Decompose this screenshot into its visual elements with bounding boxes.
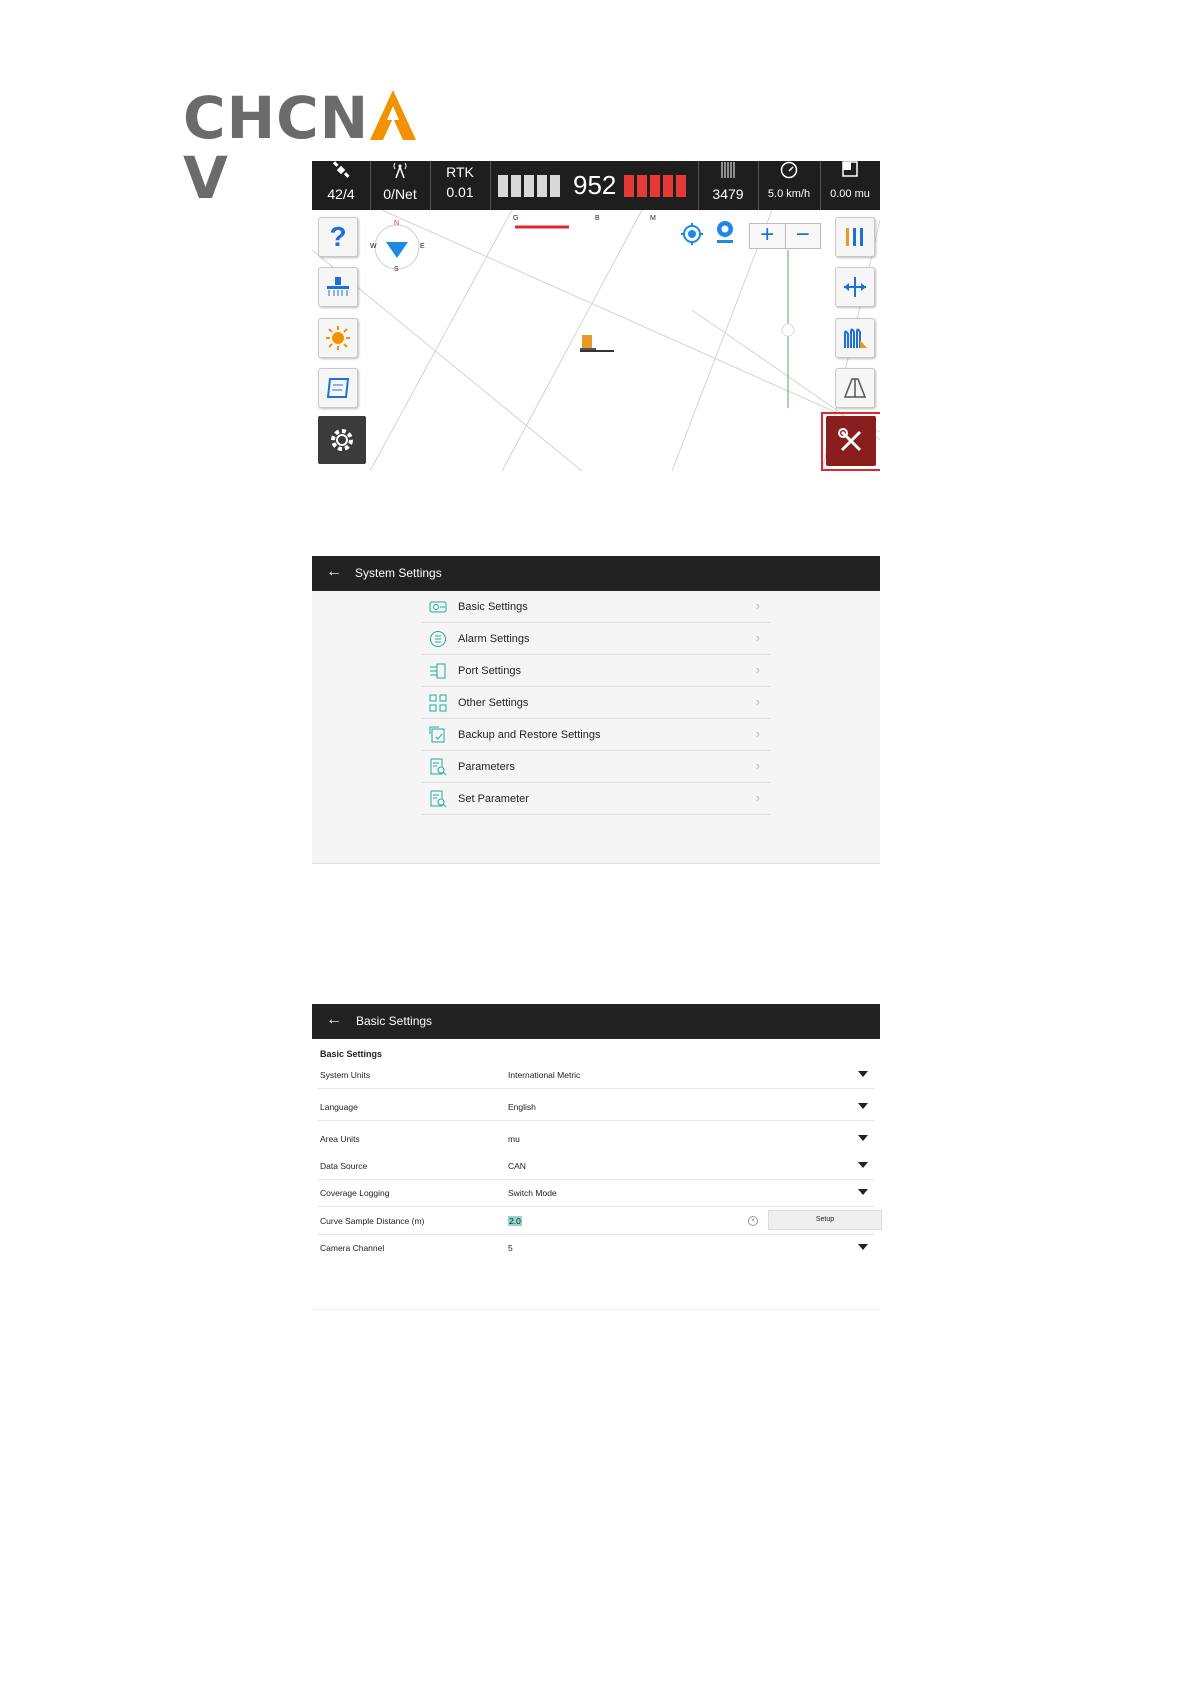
system-settings-header: [312, 556, 880, 591]
help-icon: ?: [329, 221, 347, 252]
rtk-value: 0.01: [446, 184, 474, 200]
row-coverage-logging[interactable]: [318, 1179, 874, 1207]
compass-e: E: [420, 243, 425, 250]
back-arrow-icon[interactable]: ←: [326, 1011, 342, 1028]
count-status[interactable]: [698, 161, 759, 210]
row-value: International Metric: [508, 1070, 581, 1080]
shift-button[interactable]: [835, 267, 875, 307]
locate-button[interactable]: [680, 222, 704, 251]
row-label: Curve Sample Distance (m): [320, 1216, 425, 1226]
settings-gear-icon: [327, 425, 357, 455]
menu-item-port-settings[interactable]: [422, 655, 770, 687]
section-title: Basic Settings: [320, 1049, 383, 1059]
basic-settings-icon: [428, 597, 448, 617]
row-label: Area Units: [320, 1134, 360, 1144]
pin-icon: [714, 220, 736, 246]
compass-w: W: [370, 243, 377, 250]
settings-button[interactable]: [318, 416, 366, 464]
scale-label-b: B: [595, 215, 600, 222]
ab-line-icon: [842, 326, 868, 350]
chevron-right-icon: ›: [755, 694, 760, 709]
menu-item-alarm-settings[interactable]: [422, 623, 770, 655]
shift-icon: [842, 275, 868, 299]
zoom-out-button[interactable]: −: [785, 224, 821, 248]
compass-s: S: [394, 266, 399, 273]
curve-distance-input[interactable]: 2.0: [509, 1216, 521, 1226]
row-data-source[interactable]: [318, 1152, 874, 1180]
parameters-icon: [428, 757, 448, 777]
logo-wordmark-right: V: [183, 144, 229, 212]
alarm-icon: [428, 629, 448, 649]
tools-button[interactable]: [826, 416, 876, 466]
rtk-label: RTK: [446, 164, 474, 180]
guidance-lines-icon: [843, 225, 867, 249]
menu-item-label: Parameters: [458, 760, 515, 773]
dropdown-arrow-icon[interactable]: [858, 1135, 868, 1141]
backup-icon: [428, 725, 448, 745]
scale-label-m: M: [650, 215, 656, 222]
satellite-status[interactable]: [312, 161, 371, 210]
tractor-icon: [580, 335, 614, 351]
network-value: 0/Net: [383, 186, 417, 202]
tools-icon: [837, 427, 865, 455]
dropdown-arrow-icon[interactable]: [858, 1189, 868, 1195]
antenna-icon: [370, 161, 430, 185]
implement-icon: [325, 275, 351, 299]
back-arrow-icon[interactable]: ←: [326, 563, 342, 580]
satellite-icon: [312, 161, 370, 185]
row-area-units[interactable]: [318, 1125, 874, 1152]
setup-button[interactable]: Setup: [768, 1210, 882, 1230]
compass-icon: [372, 222, 422, 272]
clear-icon[interactable]: ×: [748, 1216, 758, 1226]
chevron-right-icon: ›: [755, 726, 760, 741]
row-label: System Units: [320, 1070, 371, 1080]
row-value: Switch Mode: [508, 1188, 557, 1198]
dropdown-arrow-icon[interactable]: [858, 1244, 868, 1250]
barcode-icon: [698, 161, 758, 185]
row-language[interactable]: [318, 1093, 874, 1121]
menu-item-label: Basic Settings: [458, 600, 528, 613]
row-value: mu: [508, 1134, 520, 1144]
speedometer-icon: [758, 161, 820, 185]
system-settings-screen: [312, 556, 880, 864]
compass[interactable]: [370, 220, 425, 273]
map-view[interactable]: [312, 210, 880, 471]
guidance-lines-button[interactable]: [835, 217, 875, 257]
map-pin-button[interactable]: [714, 220, 736, 251]
port-icon: [428, 661, 448, 681]
menu-item-basic-settings[interactable]: [422, 591, 770, 623]
scale-label-g: G: [513, 215, 519, 222]
chevron-right-icon: ›: [755, 790, 760, 805]
menu-item-label: Other Settings: [458, 696, 529, 709]
row-value: CAN: [508, 1161, 526, 1171]
menu-item-other-settings[interactable]: [422, 687, 770, 719]
brightness-icon: [325, 325, 351, 351]
row-label: Data Source: [320, 1161, 368, 1171]
status-bar: [312, 161, 880, 210]
row-value: 5: [508, 1243, 513, 1253]
system-settings-title: System Settings: [355, 566, 442, 580]
row-label: Language: [320, 1102, 358, 1112]
network-status[interactable]: [370, 161, 431, 210]
area-value: 0.00 mu: [830, 188, 870, 200]
chevron-right-icon: ›: [755, 662, 760, 677]
row-label: Coverage Logging: [320, 1188, 390, 1198]
zoom-in-button[interactable]: +: [760, 221, 775, 248]
row-label: Camera Channel: [320, 1243, 385, 1253]
count-value: 3479: [712, 186, 744, 202]
chevron-right-icon: ›: [755, 758, 760, 773]
logo-a-mark: [370, 90, 416, 140]
lightbar: [490, 161, 699, 210]
speed-value: 5.0 km/h: [767, 188, 811, 200]
row-curve-sample-distance: [318, 1207, 874, 1235]
chevron-right-icon: ›: [755, 598, 760, 613]
menu-item-label: Alarm Settings: [458, 632, 530, 645]
satellite-count: 42/4: [327, 186, 355, 202]
road-view-button[interactable]: [835, 368, 875, 408]
chevron-right-icon: ›: [755, 630, 760, 645]
menu-item-backup-restore[interactable]: [422, 719, 770, 751]
basic-settings-header: [312, 1004, 880, 1039]
logo-wordmark-left: CHCN: [183, 84, 370, 152]
dropdown-arrow-icon[interactable]: [858, 1071, 868, 1077]
menu-item-label: Set Parameter: [458, 792, 529, 805]
help-button[interactable]: [318, 217, 358, 257]
implement-button[interactable]: [318, 267, 358, 307]
speed-status[interactable]: [758, 161, 821, 210]
dropdown-arrow-icon[interactable]: [858, 1162, 868, 1168]
menu-item-parameters[interactable]: [422, 751, 770, 783]
area-icon: [820, 161, 880, 185]
compass-n: N: [394, 220, 400, 227]
zoom-control: [749, 223, 821, 249]
rtk-status[interactable]: [430, 161, 491, 210]
system-settings-menu: [422, 591, 770, 815]
menu-item-set-parameter[interactable]: [422, 783, 770, 815]
row-system-units[interactable]: [318, 1061, 874, 1089]
basic-settings-title: Basic Settings: [356, 1014, 433, 1028]
lightbar-right-segments: [624, 175, 689, 202]
row-value: English: [508, 1102, 536, 1112]
ab-line-button[interactable]: [835, 318, 875, 358]
field-list-button[interactable]: [318, 368, 358, 408]
road-icon: [843, 376, 867, 400]
menu-item-label: Backup and Restore Settings: [458, 728, 601, 741]
grid-icon: [428, 693, 448, 713]
set-parameter-icon: [428, 789, 448, 809]
row-camera-channel[interactable]: [318, 1234, 874, 1261]
brightness-button[interactable]: [318, 318, 358, 358]
target-icon: [680, 222, 704, 246]
dropdown-arrow-icon[interactable]: [858, 1103, 868, 1109]
area-status[interactable]: [820, 161, 880, 210]
lightbar-offset: 952: [573, 170, 617, 200]
basic-settings-screen: [312, 1004, 880, 1310]
menu-item-label: Port Settings: [458, 664, 521, 677]
guidance-screen: [312, 161, 880, 471]
field-list-icon: [326, 377, 350, 399]
lightbar-left-segments: [498, 175, 563, 202]
